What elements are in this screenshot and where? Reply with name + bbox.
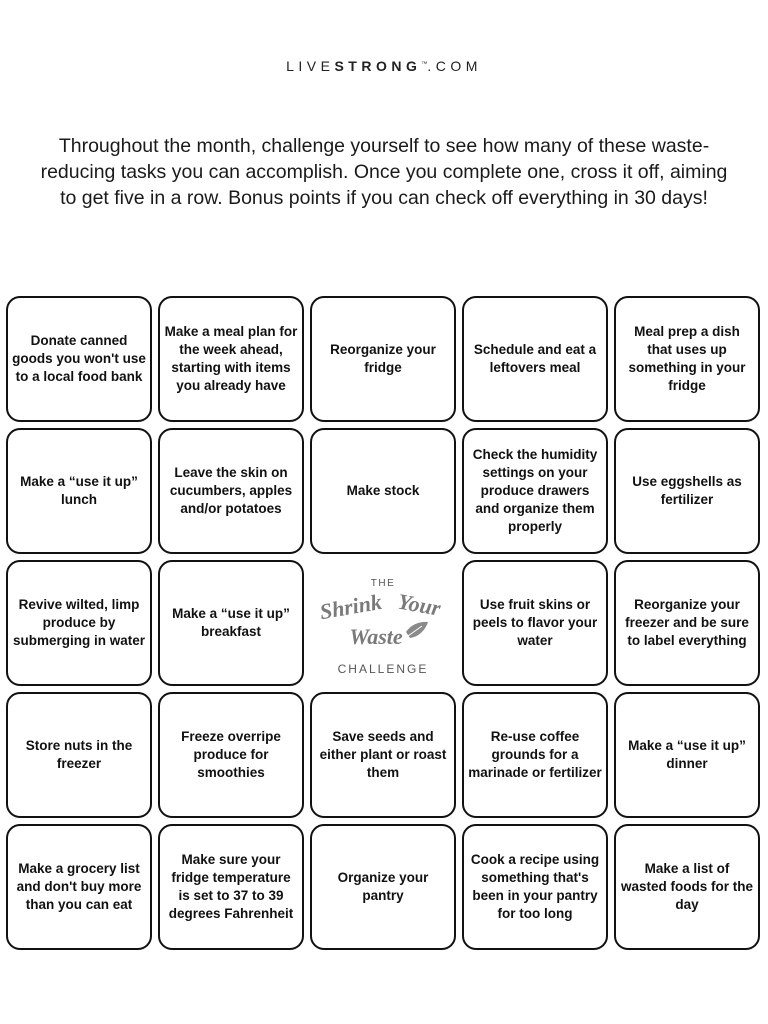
brand-trademark: ™ [421, 61, 428, 68]
bingo-cell-text: Save seeds and either plant or roast them [319, 729, 447, 780]
bingo-cell-6 [6, 428, 152, 554]
bingo-cell-text: Reorganize your freezer and be sure to label everything [625, 597, 749, 648]
bingo-cell-1 [6, 296, 152, 422]
bingo-cell-text: Freeze overripe produce for smoothies [181, 729, 281, 780]
bingo-cell-4 [462, 296, 608, 422]
bingo-cell-text: Make a list of wasted foods for the day [620, 861, 753, 912]
bingo-cell-text: Make a meal plan for the week ahead, starting with items you already have [164, 324, 298, 393]
bingo-cell-text: Use fruit skins or peels to flavor your water [472, 597, 598, 648]
brand-part-live: LIVE [286, 58, 335, 74]
bingo-cell-text: Meal prep a dish that uses up something in your fridge [628, 324, 746, 393]
bingo-cell-22 [158, 824, 304, 950]
bingo-cell-15 [614, 560, 760, 686]
intro-text: Throughout the month, challenge yourself to see how many of these waste-reducing tasks you can accomplish. Once you complete one, cross it off, aiming to get five in a row. Bonus points if you can check off everything in 30 days! [40, 135, 728, 209]
bingo-cell-18 [310, 692, 456, 818]
bingo-cell-text: Donate canned goods you won't use to a local food bank [12, 333, 146, 384]
bingo-cell-11 [6, 560, 152, 686]
bingo-cell-5 [614, 296, 760, 422]
bingo-cell-10 [614, 428, 760, 554]
bingo-cell-7 [158, 428, 304, 554]
bingo-cell-text: Make a “use it up” breakfast [172, 606, 290, 639]
bingo-cell-text: Schedule and eat a leftovers meal [473, 342, 597, 375]
bingo-cell-text: Check the humidity settings on your produce drawers and organize them properly [472, 447, 598, 534]
leaf-icon [406, 622, 428, 638]
brand-logo [0, 58, 768, 74]
bingo-cell-12 [158, 560, 304, 686]
challenge-logo-cell [310, 560, 456, 686]
bingo-cell-14 [462, 560, 608, 686]
bingo-cell-8 [310, 428, 456, 554]
bingo-cell-17 [158, 692, 304, 818]
bingo-cell-text: Organize your pantry [337, 870, 429, 903]
logo-challenge: CHALLENGE [337, 662, 429, 676]
bingo-cell-9 [462, 428, 608, 554]
logo-waste: Waste [349, 624, 403, 649]
logo-shrink: Shrink [317, 588, 384, 625]
bingo-cell-21 [6, 824, 152, 950]
bingo-grid [6, 296, 764, 950]
bingo-cell-2 [158, 296, 304, 422]
shrink-your-waste-logo [310, 560, 456, 686]
bingo-cell-text: Revive wilted, limp produce by submerging in water [12, 597, 146, 648]
bingo-cell-text: Store nuts in the freezer [25, 738, 133, 771]
bingo-cell-text: Use eggshells as fertilizer [632, 474, 742, 507]
bingo-cell-3 [310, 296, 456, 422]
bingo-cell-text: Make a “use it up” dinner [628, 738, 746, 771]
logo-your: Your [396, 588, 443, 621]
bingo-cell-23 [310, 824, 456, 950]
bingo-cell-20 [614, 692, 760, 818]
bingo-cell-text: Reorganize your fridge [330, 342, 436, 375]
bingo-cell-24 [462, 824, 608, 950]
bingo-cell-text: Make a grocery list and don't buy more than you can eat [16, 861, 142, 912]
bingo-cell-16 [6, 692, 152, 818]
logo-the: THE [370, 578, 396, 589]
bingo-cell-19 [462, 692, 608, 818]
bingo-cell-text: Leave the skin on cucumbers, apples and/or potatoes [169, 465, 293, 516]
brand-part-strong: STRONG [334, 58, 422, 74]
bingo-cell-text: Cook a recipe using something that's been in your pantry for too long [470, 852, 600, 921]
bingo-cell-text: Re-use coffee grounds for a marinade or fertilizer [468, 729, 602, 780]
bingo-cell-25 [614, 824, 760, 950]
brand-part-com: .COM [427, 58, 482, 74]
bingo-cell-text: Make sure your fridge temperature is set to 37 to 39 degrees Fahrenheit [168, 852, 294, 921]
bingo-cell-text: Make stock [346, 483, 420, 498]
bingo-cell-text: Make a “use it up” lunch [20, 474, 138, 507]
